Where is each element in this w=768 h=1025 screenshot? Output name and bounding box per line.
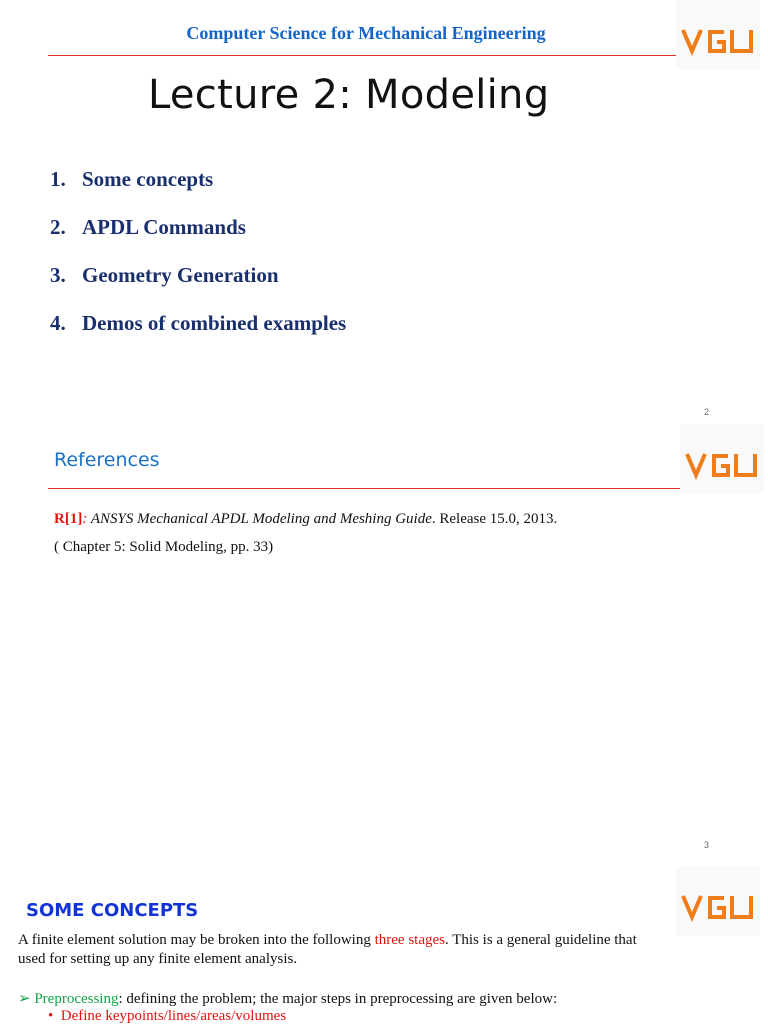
- preprocessing-item: [18, 989, 557, 1008]
- references-divider: [48, 488, 684, 489]
- vgu-logo-icon: [680, 892, 756, 922]
- three-stages-highlight: three stages: [374, 932, 445, 948]
- intro-text: A finite element solution may be broken into the following: [18, 932, 375, 948]
- arrow-bullet-icon: ➢: [18, 991, 31, 1007]
- define-keypoints-text: Define keypoints/lines/areas/volumes: [60, 1008, 287, 1024]
- vgu-logo: [676, 0, 760, 70]
- vgu-logo: [676, 866, 760, 936]
- lecture-title: Lecture 2: Modeling: [148, 72, 550, 118]
- preprocessing-description: : defining the problem; the major steps in preprocessing are given below:: [118, 991, 558, 1007]
- agenda-number: 4.: [50, 311, 66, 335]
- reference-separator: :: [82, 511, 88, 527]
- page-number: 3: [704, 840, 710, 850]
- preprocessing-label: Preprocessing: [34, 991, 119, 1007]
- agenda-label: Geometry Generation: [82, 263, 279, 287]
- agenda-item-demos: [50, 311, 346, 336]
- agenda-item-apdl-commands: [50, 215, 246, 240]
- agenda-number: 1.: [50, 167, 66, 191]
- intro-text-end: . This is a general guideline that: [445, 932, 637, 948]
- reference-entry: [54, 511, 557, 528]
- reference-id: R[1]: [54, 511, 83, 527]
- reference-book-title: ANSYS Mechanical APDL Modeling and Meshing Guide: [90, 511, 432, 527]
- bullet-icon: •: [48, 1008, 54, 1024]
- header-divider: [48, 55, 701, 56]
- reference-chapter: ( Chapter 5: Solid Modeling, pp. 33): [54, 539, 274, 555]
- some-concepts-title: SOME CONCEPTS: [26, 900, 199, 921]
- agenda-item-geometry-generation: [50, 263, 279, 288]
- agenda-item-some-concepts: [50, 167, 213, 192]
- references-title: References: [54, 449, 160, 471]
- page-number: 2: [704, 407, 710, 417]
- agenda-number: 3.: [50, 263, 66, 287]
- preprocessing-subitem: [48, 1008, 286, 1025]
- intro-paragraph-line1: [18, 932, 637, 949]
- intro-paragraph-line2: used for setting up any finite element analysis.: [18, 951, 298, 967]
- agenda-label: Some concepts: [82, 167, 214, 191]
- vgu-logo: [680, 424, 764, 494]
- agenda-number: 2.: [50, 215, 66, 239]
- agenda-label: Demos of combined examples: [82, 311, 347, 335]
- agenda-label: APDL Commands: [82, 215, 246, 239]
- vgu-logo-icon: [684, 450, 760, 480]
- course-header: Computer Science for Mechanical Engineering: [186, 23, 546, 43]
- vgu-logo-icon: [680, 26, 756, 56]
- reference-release: . Release 15.0, 2013.: [431, 511, 558, 527]
